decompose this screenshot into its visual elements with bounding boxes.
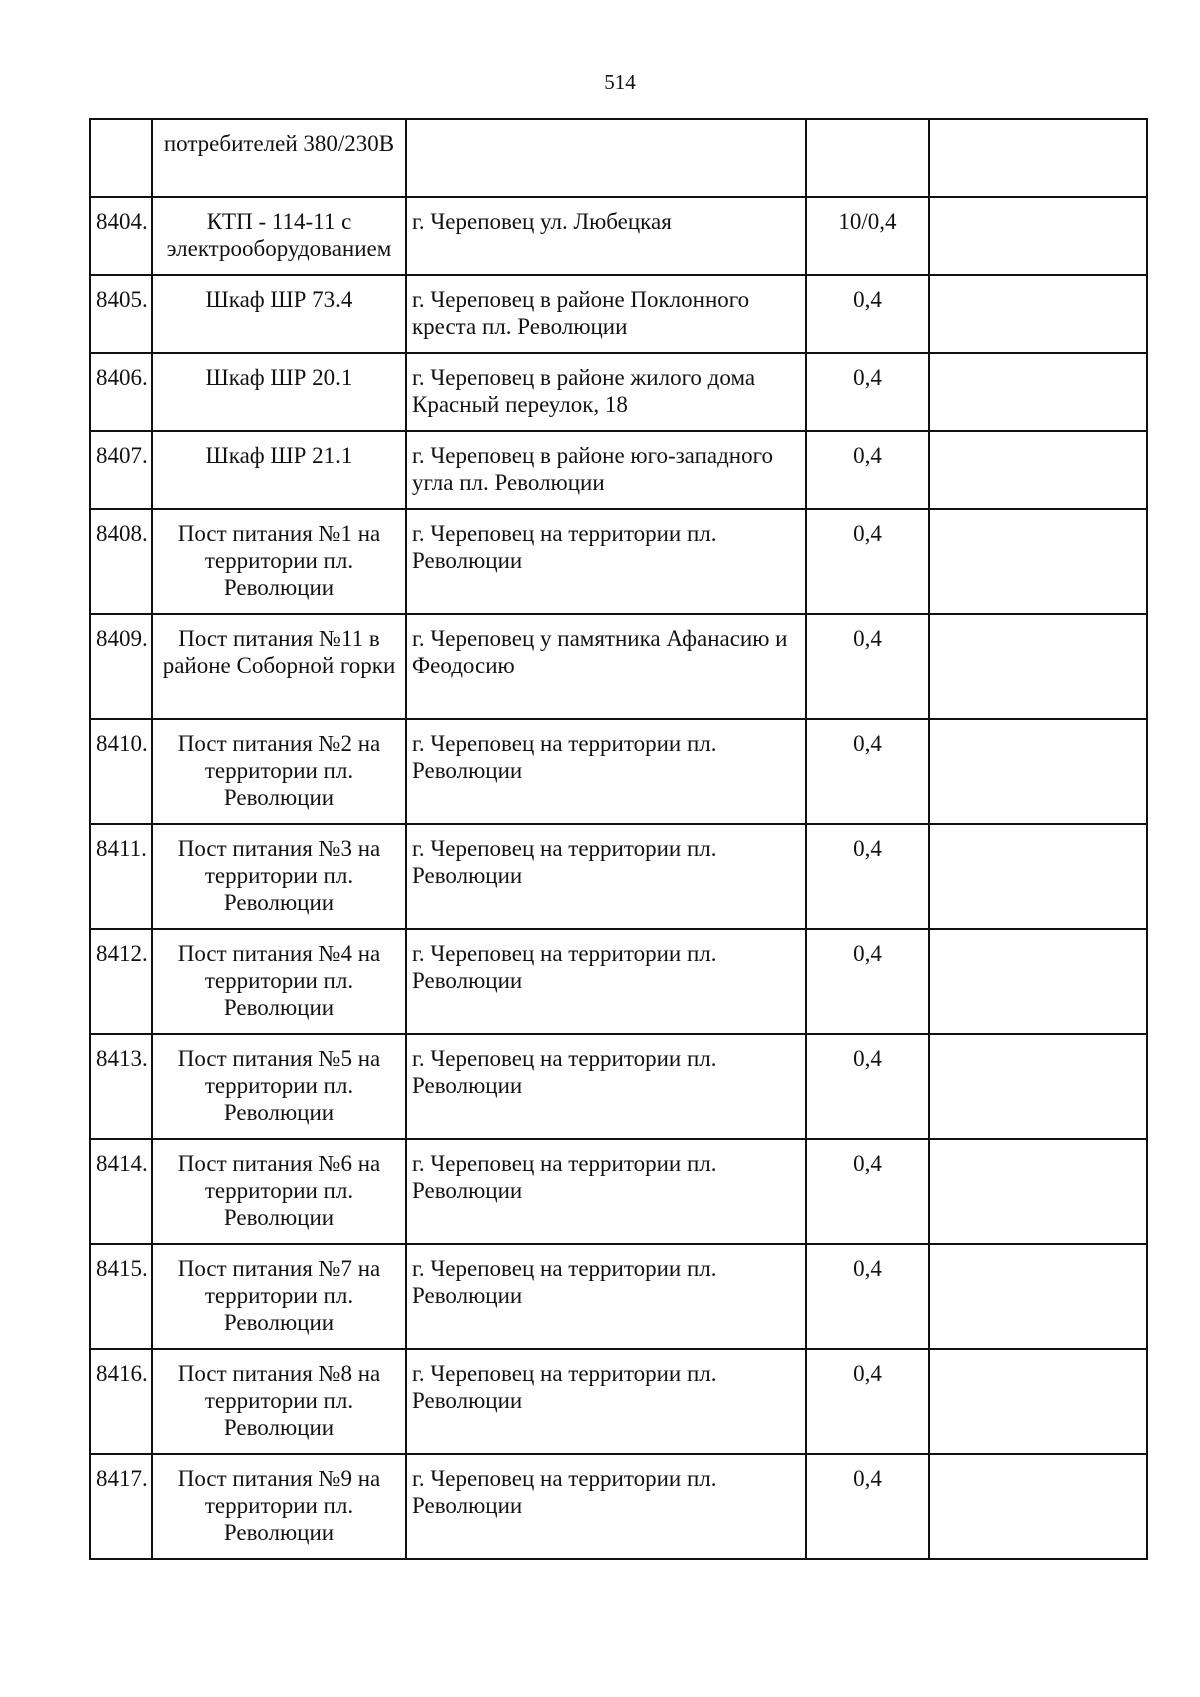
voltage-cell: 0,4	[806, 1244, 929, 1349]
row-number-cell: 8416.	[90, 1349, 152, 1454]
extra-cell	[929, 197, 1147, 275]
object-name-cell: потребителей 380/230В	[152, 119, 406, 197]
row-number-cell: 8404.	[90, 197, 152, 275]
voltage-cell: 0,4	[806, 353, 929, 431]
address-cell: г. Череповец на территории пл. Революции	[406, 509, 806, 614]
extra-cell	[929, 719, 1147, 824]
table-row	[90, 824, 1147, 929]
object-name-cell: Пост питания №1 на территории пл. Революции	[152, 509, 406, 614]
voltage-cell: 0,4	[806, 614, 929, 719]
registry-table	[89, 118, 1148, 1560]
voltage-cell: 0,4	[806, 719, 929, 824]
voltage-cell: 0,4	[806, 1034, 929, 1139]
voltage-cell	[806, 119, 929, 197]
address-cell: г. Череповец ул. Любецкая	[406, 197, 806, 275]
extra-cell	[929, 275, 1147, 353]
extra-cell	[929, 431, 1147, 509]
row-number-cell: 8415.	[90, 1244, 152, 1349]
address-cell: г. Череповец на территории пл. Революции	[406, 719, 806, 824]
extra-cell	[929, 119, 1147, 197]
address-cell	[406, 119, 806, 197]
table-row	[90, 1454, 1147, 1559]
extra-cell	[929, 353, 1147, 431]
voltage-cell: 0,4	[806, 1139, 929, 1244]
address-cell: г. Череповец на территории пл. Революции	[406, 1139, 806, 1244]
extra-cell	[929, 824, 1147, 929]
table-row	[90, 1139, 1147, 1244]
extra-cell	[929, 1034, 1147, 1139]
object-name-cell: Шкаф ШР 73.4	[152, 275, 406, 353]
object-name-cell: Шкаф ШР 21.1	[152, 431, 406, 509]
object-name-cell: Пост питания №7 на территории пл. Революции	[152, 1244, 406, 1349]
row-number-cell: 8405.	[90, 275, 152, 353]
table-row	[90, 275, 1147, 353]
row-number-cell: 8417.	[90, 1454, 152, 1559]
address-cell: г. Череповец на территории пл. Революции	[406, 1244, 806, 1349]
object-name-cell: Пост питания №2 на территории пл. Революции	[152, 719, 406, 824]
extra-cell	[929, 1244, 1147, 1349]
row-number-cell: 8410.	[90, 719, 152, 824]
row-number-cell: 8406.	[90, 353, 152, 431]
table-row	[90, 431, 1147, 509]
extra-cell	[929, 1454, 1147, 1559]
address-cell: г. Череповец в районе жилого дома Красный переулок, 18	[406, 353, 806, 431]
voltage-cell: 0,4	[806, 824, 929, 929]
row-number-cell	[90, 119, 152, 197]
voltage-cell: 0,4	[806, 1454, 929, 1559]
voltage-cell: 0,4	[806, 275, 929, 353]
table-row	[90, 1349, 1147, 1454]
row-number-cell: 8411.	[90, 824, 152, 929]
table-row	[90, 614, 1147, 719]
table-row	[90, 719, 1147, 824]
object-name-cell: Пост питания №4 на территории пл. Революции	[152, 929, 406, 1034]
address-cell: г. Череповец на территории пл. Революции	[406, 929, 806, 1034]
row-number-cell: 8407.	[90, 431, 152, 509]
table-row	[90, 1034, 1147, 1139]
table-row	[90, 509, 1147, 614]
row-number-cell: 8408.	[90, 509, 152, 614]
extra-cell	[929, 1349, 1147, 1454]
extra-cell	[929, 614, 1147, 719]
voltage-cell: 0,4	[806, 929, 929, 1034]
voltage-cell: 10/0,4	[806, 197, 929, 275]
table-row	[90, 353, 1147, 431]
object-name-cell: Пост питания №3 на территории пл. Революции	[152, 824, 406, 929]
object-name-cell: Шкаф ШР 20.1	[152, 353, 406, 431]
voltage-cell: 0,4	[806, 509, 929, 614]
object-name-cell: Пост питания №8 на территории пл. Революции	[152, 1349, 406, 1454]
row-number-cell: 8414.	[90, 1139, 152, 1244]
extra-cell	[929, 1139, 1147, 1244]
row-number-cell: 8412.	[90, 929, 152, 1034]
address-cell: г. Череповец на территории пл. Революции	[406, 1034, 806, 1139]
address-cell: г. Череповец на территории пл. Революции	[406, 824, 806, 929]
address-cell: г. Череповец на территории пл. Революции	[406, 1349, 806, 1454]
voltage-cell: 0,4	[806, 431, 929, 509]
page-number: 514	[604, 70, 636, 94]
address-cell: г. Череповец на территории пл. Революции	[406, 1454, 806, 1559]
object-name-cell: Пост питания №6 на территории пл. Революции	[152, 1139, 406, 1244]
object-name-cell: Пост питания №11 в районе Соборной горки	[152, 614, 406, 719]
object-name-cell: КТП - 114-11 с электрооборудованием	[152, 197, 406, 275]
table-row	[90, 929, 1147, 1034]
row-number-cell: 8413.	[90, 1034, 152, 1139]
table-row	[90, 1244, 1147, 1349]
table-row	[90, 197, 1147, 275]
extra-cell	[929, 509, 1147, 614]
object-name-cell: Пост питания №9 на территории пл. Революции	[152, 1454, 406, 1559]
table-row	[90, 119, 1147, 197]
row-number-cell: 8409.	[90, 614, 152, 719]
address-cell: г. Череповец в районе Поклонного креста пл. Революции	[406, 275, 806, 353]
address-cell: г. Череповец в районе юго-западного угла пл. Революции	[406, 431, 806, 509]
voltage-cell: 0,4	[806, 1349, 929, 1454]
object-name-cell: Пост питания №5 на территории пл. Революции	[152, 1034, 406, 1139]
address-cell: г. Череповец у памятника Афанасию и Феодосию	[406, 614, 806, 719]
extra-cell	[929, 929, 1147, 1034]
